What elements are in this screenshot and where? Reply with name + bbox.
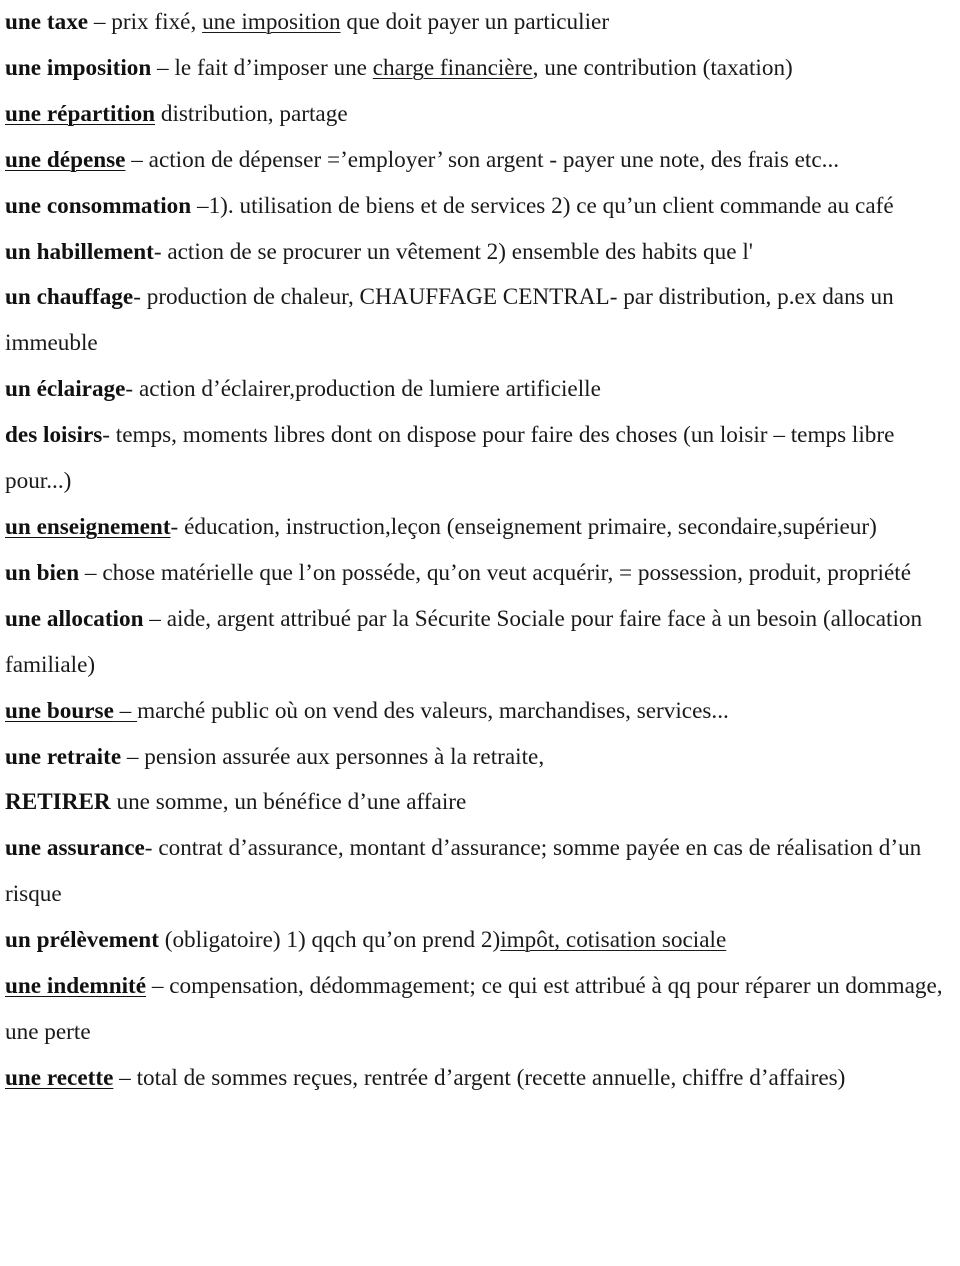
definition-text: - éducation, instruction,leçon (enseignement primaire, secondaire,supérieur) bbox=[170, 513, 877, 540]
definition-text: - action d’éclairer,production de lumiere artificielle bbox=[125, 376, 601, 403]
definition-text: - production de chaleur, CHAUFFAGE CENTRAL- par distribution, p.ex dans un immeuble bbox=[5, 284, 894, 357]
term: une allocation bbox=[5, 605, 144, 632]
term: un éclairage bbox=[5, 376, 126, 403]
definition-text: - contrat d’assurance, montant d’assurance; somme payée en cas de réalisation d’un risque bbox=[5, 835, 922, 908]
term: une répartition bbox=[5, 100, 156, 127]
term: une indemnité bbox=[5, 973, 147, 1000]
definition-text: – pension assurée aux personnes à la retraite, bbox=[121, 743, 545, 770]
entry-une-assurance bbox=[5, 826, 957, 918]
term: des loisirs bbox=[5, 422, 103, 449]
entry-une-depense bbox=[5, 138, 957, 184]
definition-text: une somme, un bénéfice d’une affaire bbox=[110, 789, 467, 816]
entry-un-prelevement bbox=[5, 918, 957, 964]
entry-une-imposition bbox=[5, 46, 957, 92]
definition-text: – compensation, dédommagement; ce qui est attribué à qq pour réparer un dommage, une perte bbox=[5, 973, 943, 1045]
entry-une-recette bbox=[5, 1056, 957, 1102]
definition-text: – prix fixé, bbox=[88, 9, 203, 35]
term: un enseignement bbox=[5, 513, 171, 540]
term: une dépense bbox=[5, 146, 126, 173]
definition-text: que doit payer un particulier bbox=[340, 9, 610, 35]
definition-text: - action de se procurer un vêtement 2) ensemble des habits que l' bbox=[153, 238, 753, 265]
entry-un-chauffage bbox=[5, 275, 957, 367]
entry-une-retraite bbox=[5, 735, 957, 781]
term: un habillement bbox=[5, 238, 154, 265]
definition-text: – chose matérielle que l’on posséde, qu’on veut acquérir, = possession, produit, propriété bbox=[79, 559, 911, 586]
definition-text: - temps, moments libres dont on dispose pour faire des choses (un loisir – temps libre pour...) bbox=[5, 422, 895, 495]
definition-text: distribution, partage bbox=[155, 100, 348, 127]
definition-text: –1). utilisation de biens et de services 2) ce qu’un client commande au café bbox=[191, 192, 894, 219]
underlined-text: – bbox=[113, 697, 138, 724]
definition-text: – total de sommes reçues, rentrée d’argent (recette annuelle, chiffre d’affaires) bbox=[113, 1064, 846, 1091]
term: un prélèvement bbox=[5, 927, 159, 954]
term: une bourse bbox=[5, 697, 114, 724]
entry-une-indemnite bbox=[5, 964, 957, 1056]
term: un chauffage bbox=[5, 284, 134, 311]
term: une recette bbox=[5, 1064, 114, 1091]
entry-un-eclairage bbox=[5, 367, 957, 413]
term: une imposition bbox=[5, 54, 152, 81]
term: une retraite bbox=[5, 743, 122, 770]
entry-un-bien bbox=[5, 551, 957, 597]
term: une assurance bbox=[5, 835, 145, 862]
underlined-text: une imposition bbox=[202, 9, 341, 35]
term: une consommation bbox=[5, 192, 192, 219]
underlined-text: charge financière bbox=[372, 54, 533, 81]
definition-text: – le fait d’imposer une bbox=[151, 54, 373, 81]
entry-une-repartition bbox=[5, 92, 957, 138]
entry-retirer bbox=[5, 780, 957, 826]
definition-text: marché public où on vend des valeurs, marchandises, services... bbox=[137, 697, 729, 724]
glossary-document bbox=[5, 0, 957, 1102]
entry-une-allocation bbox=[5, 597, 957, 689]
definition-text: (obligatoire) 1) qqch qu’on prend 2) bbox=[158, 927, 501, 954]
entry-une-consommation bbox=[5, 184, 957, 230]
entry-une-bourse bbox=[5, 689, 957, 735]
definition-text: – action de dépenser =’employer’ son argent - payer une note, des frais etc... bbox=[125, 146, 840, 173]
entry-un-enseignement bbox=[5, 505, 957, 551]
term: une taxe bbox=[5, 9, 89, 35]
term: un bien bbox=[5, 559, 80, 586]
underlined-text: impôt, cotisation sociale bbox=[500, 927, 727, 954]
entry-des-loisirs bbox=[5, 413, 957, 505]
definition-text: – aide, argent attribué par la Sécurite Sociale pour faire face à un besoin (allocation familiale) bbox=[5, 605, 923, 678]
term: RETIRER bbox=[5, 789, 111, 816]
definition-text: , une contribution (taxation) bbox=[532, 54, 793, 81]
entry-une-taxe bbox=[5, 0, 957, 46]
entry-un-habillement bbox=[5, 230, 957, 276]
